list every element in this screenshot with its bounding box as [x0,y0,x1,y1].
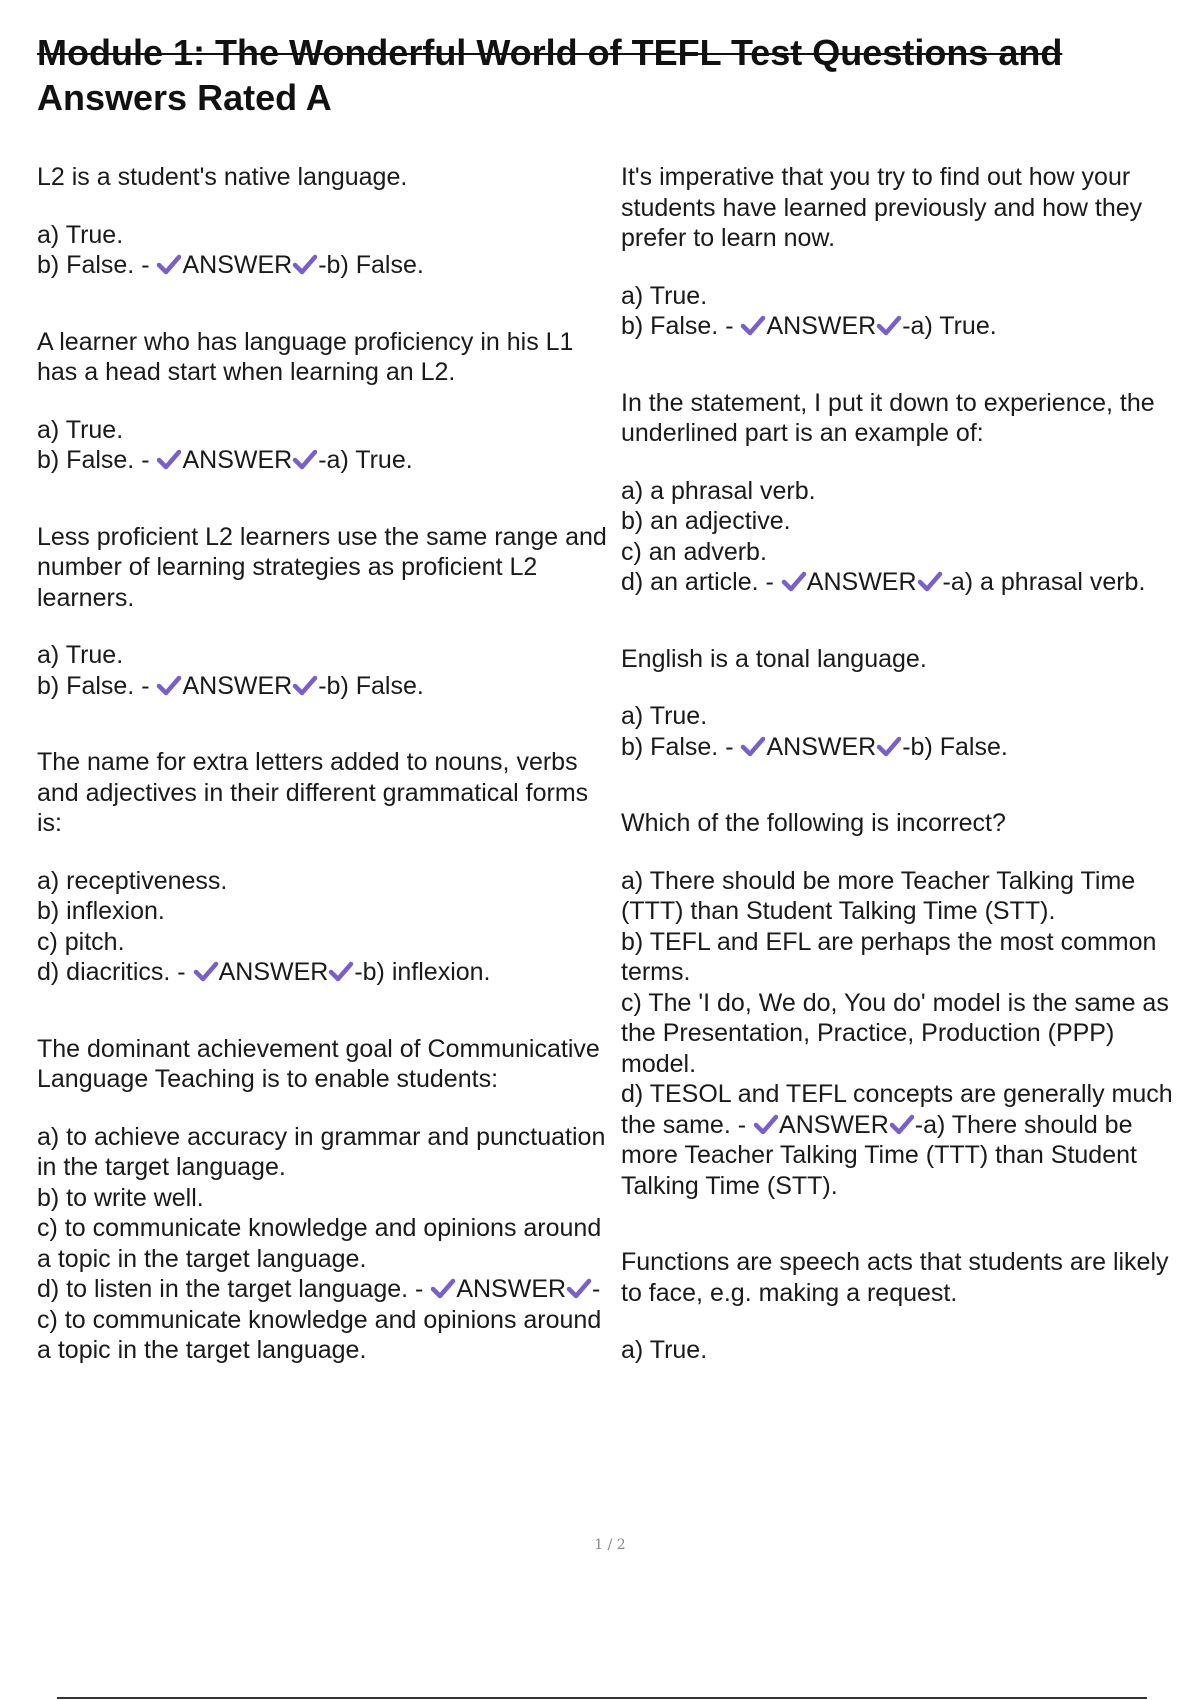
question-text: Which of the following is incorrect? [621,809,1006,837]
checkmark-icon [889,1112,915,1136]
option-item: b) to write well. [37,1183,204,1212]
question-text: It's imperative that you try to find out how your students have learned previously and how they prefer to learn now. [621,163,1143,252]
question-text: L2 is a student's native language. [37,163,408,191]
footer-divider [57,1697,1147,1699]
option-item: b) TEFL and EFL are perhaps the most common terms. [621,927,1157,986]
checkmark-icon [292,447,318,471]
answer-label: ANSWER [218,958,329,986]
options-list [621,476,1196,598]
answer-line [621,567,1196,598]
answer-line [37,957,607,988]
checkmark-icon [781,569,807,593]
title-line-1: Module 1: The Wonderful World of TEFL Test Questions and [37,32,1063,73]
options-list [621,701,1196,762]
answer-text: -a) There should be more Teacher Talking Time (TTT) than Student Talking Time (STT). [621,1110,1137,1200]
answer-text: -b) False. [902,732,1008,761]
option-item: c) pitch. [37,927,125,956]
checkmark-icon [156,252,182,276]
answer-label: ANSWER [456,1275,567,1303]
options-list [621,866,1196,1202]
option-item: a) There should be more Teacher Talking Time (TTT) than Student Talking Time (STT). [621,866,1136,925]
page-number: 1 / 2 [594,1537,626,1553]
answer-text: -a) True. [318,446,413,474]
option-item: a) to achieve accuracy in grammar and punctuation in the target language. [37,1122,606,1181]
document-title [37,30,1157,120]
option-item: b) an adjective. [621,507,791,535]
answer-text: -b) inflexion. [354,958,491,986]
question-block [37,522,607,702]
checkmark-icon [566,1276,592,1300]
answer-label: ANSWER [182,671,293,700]
option-item: b) False. - [37,251,150,279]
checkmark-icon [753,1112,779,1136]
option-item: d) to listen in the target language. - [37,1275,424,1303]
question-block [621,808,1196,1201]
option-item: a) a phrasal verb. [621,476,816,505]
option-item: a) receptiveness. [37,866,228,895]
options-list [621,1335,1196,1366]
option-item: a) True. [37,641,124,669]
checkmark-icon [156,447,182,471]
question-block [621,162,1196,342]
checkmark-icon [876,734,902,758]
option-item: b) False. - [37,671,150,700]
option-item: d) TESOL and TEFL concepts are generally much the same. - [621,1080,1173,1139]
option-item: c) an adverb. [621,537,767,566]
question-text: In the statement, I put it down to experience, the underlined part is an example of: [621,388,1155,447]
question-text: Functions are speech acts that students are likely to face, e.g. making a request. [621,1248,1169,1307]
checkmark-icon [740,313,766,337]
checkmark-icon [430,1276,456,1300]
options-list [37,1122,607,1366]
checkmark-icon [292,252,318,276]
question-block [621,388,1196,598]
checkmark-icon [193,959,219,983]
answer-line [37,445,607,476]
title-line-2: Answers Rated A [37,77,332,118]
options-list [37,220,607,281]
question-text: Less proficient L2 learners use the same range and number of learning strategies as proficient L2 learners. [37,522,607,612]
question-block [37,1034,607,1366]
answer-label: ANSWER [766,312,877,340]
question-block [37,327,607,476]
option-item: c) The 'I do, We do, You do' model is the same as the Presentation, Practice, Production (PPP) model. [621,988,1169,1078]
option-item: a) True. [621,281,708,310]
checkmark-icon [876,313,902,337]
checkmark-icon [917,569,943,593]
answer-label: ANSWER [182,446,293,474]
option-item: b) False. - [621,732,734,761]
checkmark-icon [328,959,354,983]
question-block [621,644,1196,763]
options-list [37,415,607,476]
option-item: b) False. - [621,312,734,340]
answer-label: ANSWER [766,732,877,761]
answer-label: ANSWER [806,568,917,596]
option-item: a) True. [37,220,124,249]
question-block [621,1247,1196,1366]
answer-text: -a) a phrasal verb. [942,568,1146,596]
answer-label: ANSWER [779,1110,889,1139]
option-item: d) an article. - [621,568,774,596]
option-item: a) True. [37,415,124,444]
question-text: The dominant achievement goal of Communicative Language Teaching is to enable students: [37,1034,600,1093]
question-block [37,747,607,988]
options-list [37,866,607,988]
answer-line [37,250,607,281]
option-item: a) True. [621,1336,708,1364]
option-item: b) False. - [37,446,150,474]
checkmark-icon [156,673,182,697]
answer-label: ANSWER [182,251,293,279]
options-list [621,281,1196,342]
question-block [37,162,607,281]
left-column [37,162,607,1412]
question-text: English is a tonal language. [621,644,927,673]
option-item: a) True. [621,702,708,730]
answer-line [621,311,1196,342]
answer-line [37,1274,607,1366]
option-item: c) to communicate knowledge and opinions around a topic in the target language. [37,1214,602,1273]
answer-text: -b) False. [318,671,424,700]
answer-text: -a) True. [902,312,997,340]
option-item: d) diacritics. - [37,958,186,986]
checkmark-icon [292,673,318,697]
question-text: The name for extra letters added to nouns, verbs and adjectives in their different grammatical forms is: [37,748,589,837]
answer-line [621,732,1196,763]
checkmark-icon [740,734,766,758]
options-list [37,640,607,701]
option-item: b) inflexion. [37,897,165,925]
answer-text: -c) to communicate knowledge and opinions around a topic in the target language. [37,1275,602,1364]
answer-line [621,1079,1196,1201]
answer-line [37,671,607,702]
question-text: A learner who has language proficiency in his L1 has a head start when learning an L2. [37,327,574,386]
answer-text: -b) False. [318,251,424,279]
right-column [621,162,1196,1412]
